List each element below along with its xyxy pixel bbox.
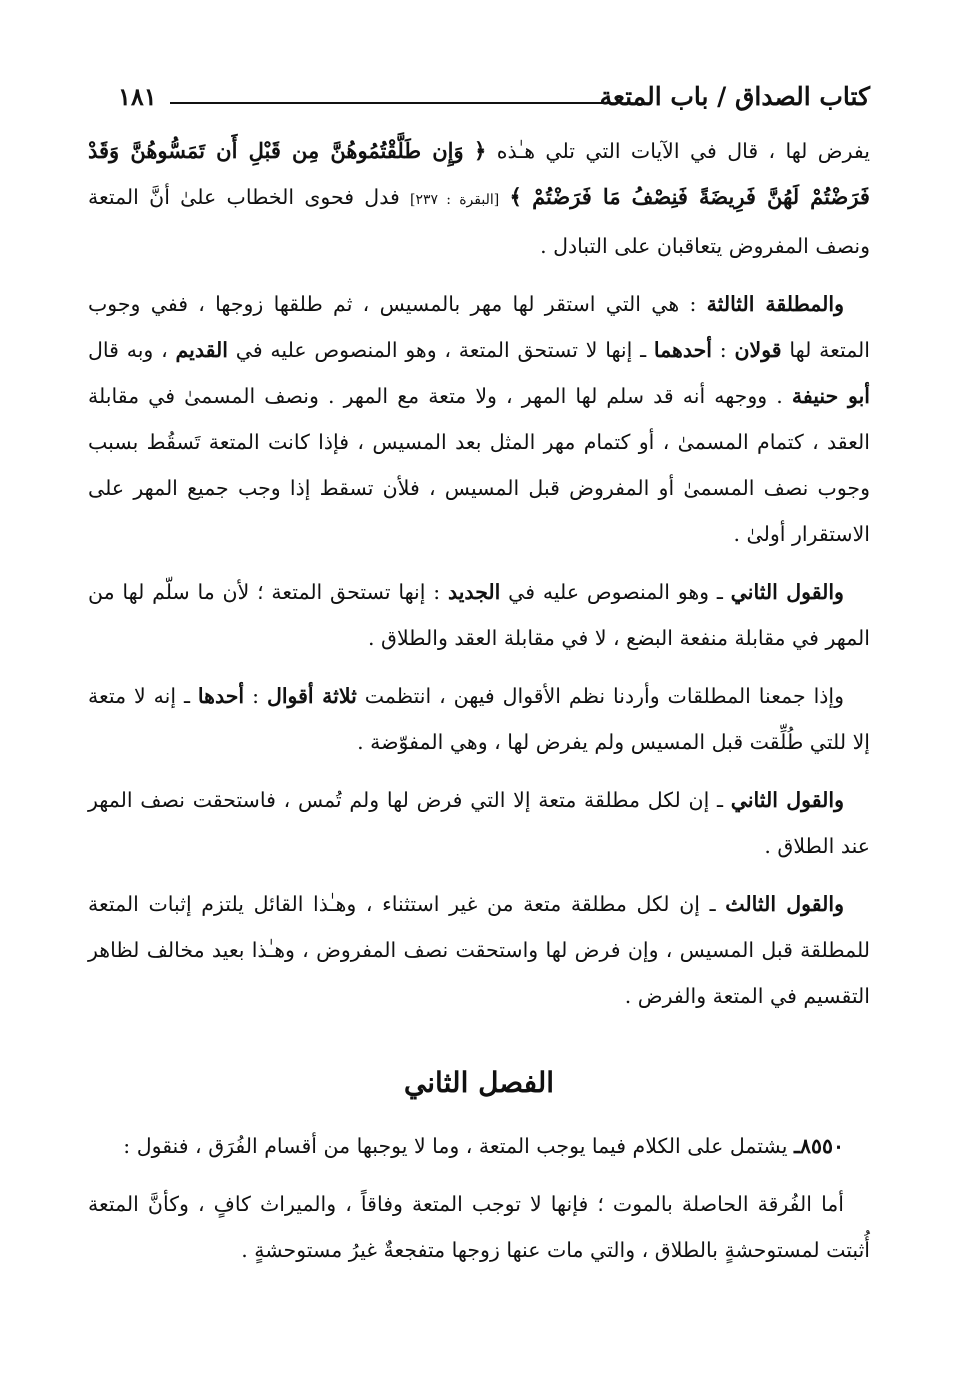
paragraph-three-opinions xyxy=(88,673,870,765)
term-abu-hanifa: أبو حنيفة xyxy=(791,384,870,408)
paragraph-text: أما الفُرقة الحاصلة بالموت ؛ فإنها لا توجب المتعة وفاقاً ، والميراث كافٍ ، وكأنَّ المتعة أُثبتت لمستوحشةٍ بالطلاق ، والتي مات عنها زوجها متفجعةٌ غيرُ مستوحشةٍ . xyxy=(88,1192,870,1262)
term-two-opinions: قولان xyxy=(734,338,782,362)
paragraph-text: : xyxy=(719,338,727,362)
paragraph-text: يشتمل على الكلام فيما يوجب المتعة ، وما لا يوجبها من أقسام الفُرَق ، فنقول : xyxy=(123,1134,788,1158)
term-third-opinion: والقول الثالث xyxy=(725,892,844,916)
term-old-doctrine: القديم xyxy=(175,338,228,362)
verse-reference: [البقرة : ٢٣٧] xyxy=(410,192,500,208)
term-new-doctrine: الجديد xyxy=(447,580,501,604)
section-heading: الفصل الثاني xyxy=(403,1066,555,1099)
paragraph-text: ، وبه قال xyxy=(88,338,168,362)
paragraph-text: ـ إن لكل مطلقة متعة من غير استثناء ، وهـٰذا القائل يلتزم إثبات المتعة للمطلقة قبل المسيس ، وإن فرض لها واستحقت نصف المفروض ، وهـٰذا بعيد مخالف لظاهر التقسيم في المتعة والفرض . xyxy=(88,892,870,1008)
term-first-opinion: أحدها xyxy=(197,684,245,708)
paragraph-verse xyxy=(88,128,870,269)
paragraph-second-opinion xyxy=(88,777,870,869)
term-second-opinion: والقول الثاني xyxy=(730,580,844,604)
verse-lead-text: يفرض لها ، قال في الآيات التي تلي هـٰذه xyxy=(496,139,870,163)
paragraph-text: ـ وهو المنصوص عليه في xyxy=(508,580,723,604)
header-rule xyxy=(170,102,612,104)
term-three-opinions: ثلاثة أقوال xyxy=(266,684,357,708)
term-third-divorcee: والمطلقة الثالثة xyxy=(706,292,844,316)
paragraph-text: . ووجهه أنه قد سلم لها المهر ، ولا متعة مع المهر . ونصف المسمىٰ في مقابلة العقد ، كتمام المسمىٰ ، أو كتمام مهر المثل بعد المسيس ، فإذا كانت المتعة تَسقُط بسبب وجوب نصف المسمىٰ أو المفروض قبل المسيس ، فلأن تسقط إذا وجب جميع المهر على الاستقرار أولىٰ . xyxy=(88,384,870,546)
quran-verse: وَإِن طَلَّقْتُمُوهُنَّ مِن قَبْلِ أَن تَمَسُّوهُنَّ وَقَدْ فَرَضْتُمْ لَهُنَّ فَرِيضَةً فَنِصْفُ مَا فَرَضْتُمْ xyxy=(88,138,870,209)
paragraph-text: : xyxy=(252,684,259,708)
paragraph-text: : إنها تستحق المتعة ؛ لأن ما سلّم لها من المهر في مقابلة منفعة البضع ، لا في مقابلة العقد والطلاق . xyxy=(88,580,870,650)
running-title: كتاب الصداق / باب المتعة xyxy=(599,82,870,111)
verse-close-bracket: ﴾ xyxy=(509,184,522,209)
paragraph-text: ـ إن لكل مطلقة متعة إلا التي فرض لها ولم تُمس ، فاستحقت نصف المهر عند الطلاق . xyxy=(88,788,870,858)
book-page xyxy=(88,78,870,1285)
paragraph-text: : هي التي استقر لها مهر بالمسيس ، ثم طلقها زوجها ، ففي وجوب المتعة لها xyxy=(88,292,870,362)
verse-open-bracket: ﴿ xyxy=(474,138,487,163)
paragraph-number: ٨٥٥٠ـ xyxy=(793,1134,844,1158)
paragraph-second-opinion-new xyxy=(88,569,870,661)
verse-commentary: فدل فحوى الخطاب علىٰ أنَّ المتعة ونصف المفروض يتعاقبان على التبادل . xyxy=(88,185,870,258)
paragraph-numbered xyxy=(88,1123,870,1169)
page-number: ١٨١ xyxy=(118,82,157,111)
paragraph-text: ـ إنه لا متعة إلا للتي طُلِّقت قبل المسيس ولم يفرض لها ، وهي المفوّضة . xyxy=(88,684,870,754)
term-first-of-them: أحدهما xyxy=(653,338,712,362)
running-header xyxy=(88,78,870,122)
paragraph-text: وإذا جمعنا المطلقات وأردنا نظم الأقوال فيهن ، انتظمت xyxy=(364,684,845,708)
term-second-opinion: والقول الثاني xyxy=(730,788,844,812)
paragraph-third-divorcee xyxy=(88,281,870,557)
paragraph-text: ـ إنها لا تستحق المتعة ، وهو المنصوص عليه في xyxy=(235,338,647,362)
paragraph-third-opinion xyxy=(88,881,870,1019)
paragraph-death-separation xyxy=(88,1181,870,1273)
